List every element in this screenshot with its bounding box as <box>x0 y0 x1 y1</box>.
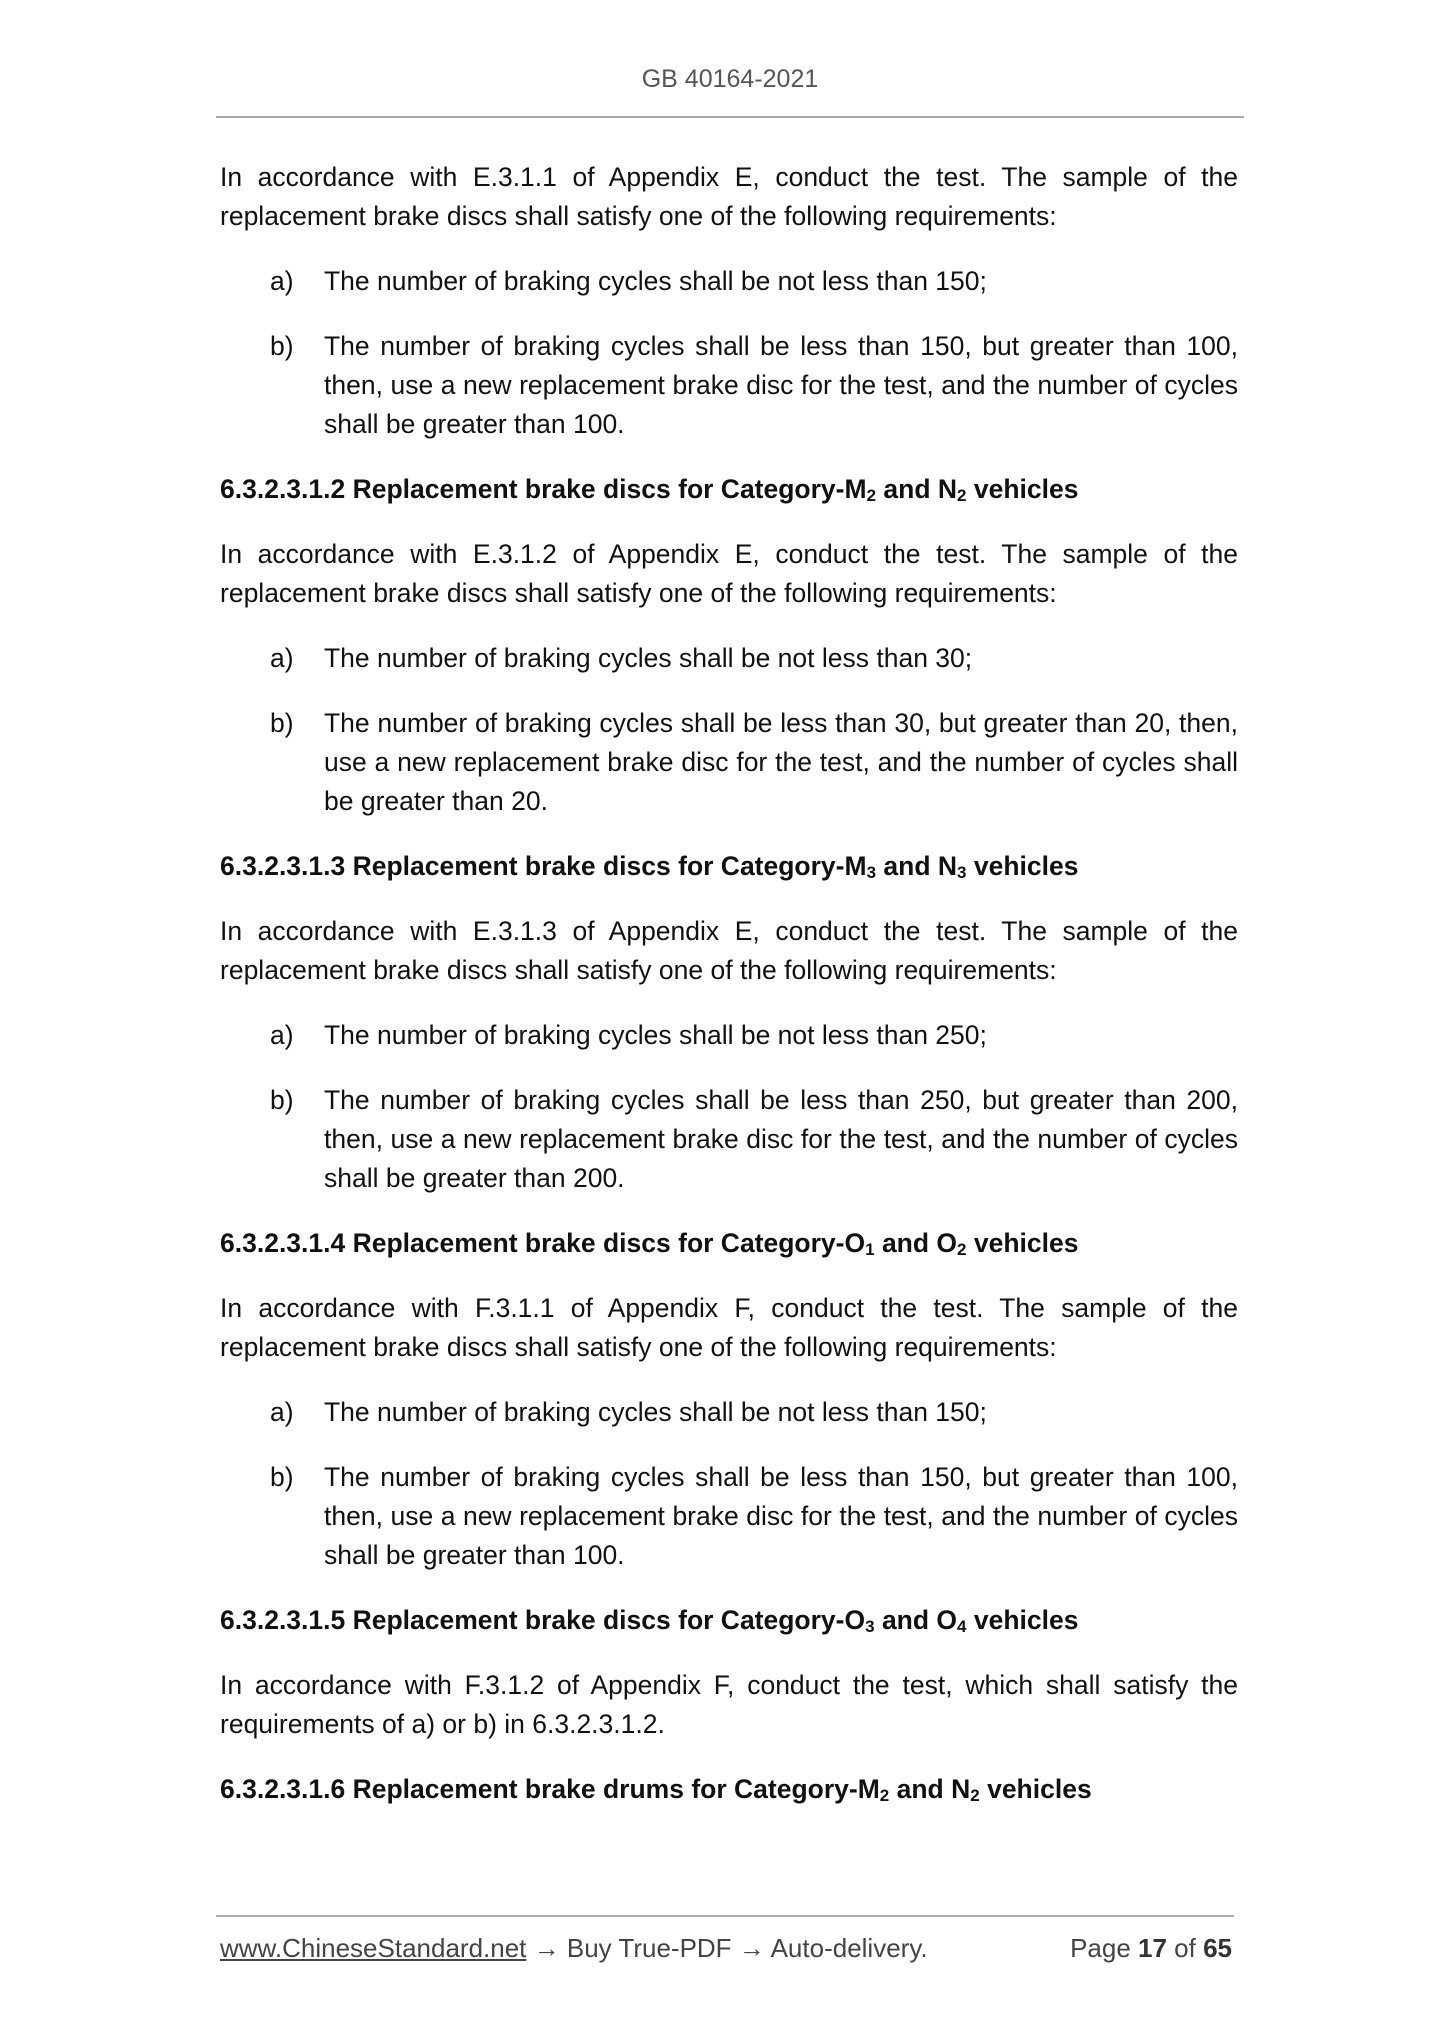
arrow-icon: → <box>731 1933 771 1963</box>
list-item <box>220 639 1238 678</box>
document-footer <box>220 1933 1232 1964</box>
list-item <box>220 327 1238 444</box>
list-item <box>220 1458 1238 1575</box>
document-header: GB 40164-2021 <box>641 65 819 93</box>
arrow-icon: → <box>526 1933 567 1963</box>
list-marker: b) <box>270 331 294 361</box>
list-text: The number of braking cycles shall be less than 30, but greater than 20, then, use a new replacement brake disc for the test, and the number of cycles shall be greater than 20. <box>324 708 1238 816</box>
footer-rule <box>216 1915 1234 1917</box>
page-number: 17 <box>1138 1933 1167 1963</box>
section-paragraph: In accordance with E.3.1.2 of Appendix E, conduct the test. The sample of the replacement brake discs shall satisfy one of the following requirements: <box>220 539 1238 608</box>
list-marker: a) <box>270 1020 294 1050</box>
section-heading: 6.3.2.3.1.3 Replacement brake discs for Category-$M_3$ and $N_3$ vehicles <box>220 851 1079 882</box>
list-marker: a) <box>270 643 294 673</box>
section-paragraph: In accordance with F.3.1.1 of Appendix F, conduct the test. The sample of the replacement brake discs shall satisfy one of the following requirements: <box>220 1293 1238 1362</box>
list-marker: a) <box>270 1397 294 1427</box>
list-item <box>220 704 1238 821</box>
list-marker: b) <box>270 708 294 738</box>
section-heading: 6.3.2.3.1.4 Replacement brake discs for Category-$O_1$ and $O_2$ vehicles <box>220 1228 1079 1259</box>
section-heading: 6.3.2.3.1.6 Replacement brake drums for Category-$M_2$ and $N_2$ vehicles <box>220 1774 1092 1805</box>
list-item <box>220 1393 1238 1432</box>
list-marker: b) <box>270 1462 294 1492</box>
list-item <box>220 1016 1238 1055</box>
list-marker: b) <box>270 1085 294 1115</box>
list-text: The number of braking cycles shall be not less than 150; <box>324 266 987 296</box>
intro-paragraph: In accordance with E.3.1.1 of Appendix E, conduct the test. The sample of the replacement brake discs shall satisfy one of the following requirements: <box>220 162 1238 231</box>
list-text: The number of braking cycles shall be less than 150, but greater than 100, then, use a new replacement brake disc for the test, and the number of cycles shall be greater than 100. <box>324 1462 1238 1570</box>
list-marker: a) <box>270 266 294 296</box>
list-text: The number of braking cycles shall be not less than 250; <box>324 1020 987 1050</box>
section-paragraph: In accordance with F.3.1.2 of Appendix F, conduct the test, which shall satisfy the requirements of a) or b) in 6.3.2.3.1.2. <box>220 1670 1238 1739</box>
list-item <box>220 262 1238 301</box>
footer-text: Auto-delivery. <box>770 1933 928 1963</box>
footer-text: Buy True-PDF <box>566 1933 732 1963</box>
page-total: 65 <box>1203 1933 1232 1963</box>
section-heading: 6.3.2.3.1.5 Replacement brake discs for Category-$O_3$ and $O_4$ vehicles <box>220 1605 1079 1636</box>
document-body <box>220 158 1238 1835</box>
list-text: The number of braking cycles shall be not less than 30; <box>324 643 973 673</box>
page-indicator: Page 17 of 65 <box>1070 1933 1232 1963</box>
section-heading: 6.3.2.3.1.2 Replacement brake discs for Category-$M_2$ and $N_2$ vehicles <box>220 474 1079 505</box>
list-text: The number of braking cycles shall be not less than 150; <box>324 1397 987 1427</box>
list-text: The number of braking cycles shall be less than 150, but greater than 100, then, use a new replacement brake disc for the test, and the number of cycles shall be greater than 100. <box>324 331 1238 439</box>
header-rule <box>216 116 1244 118</box>
list-item <box>220 1081 1238 1198</box>
section-paragraph: In accordance with E.3.1.3 of Appendix E, conduct the test. The sample of the replacement brake discs shall satisfy one of the following requirements: <box>220 916 1238 985</box>
website-link[interactable]: www.ChineseStandard.net <box>220 1933 527 1963</box>
list-text: The number of braking cycles shall be less than 250, but greater than 200, then, use a new replacement brake disc for the test, and the number of cycles shall be greater than 200. <box>324 1085 1238 1193</box>
